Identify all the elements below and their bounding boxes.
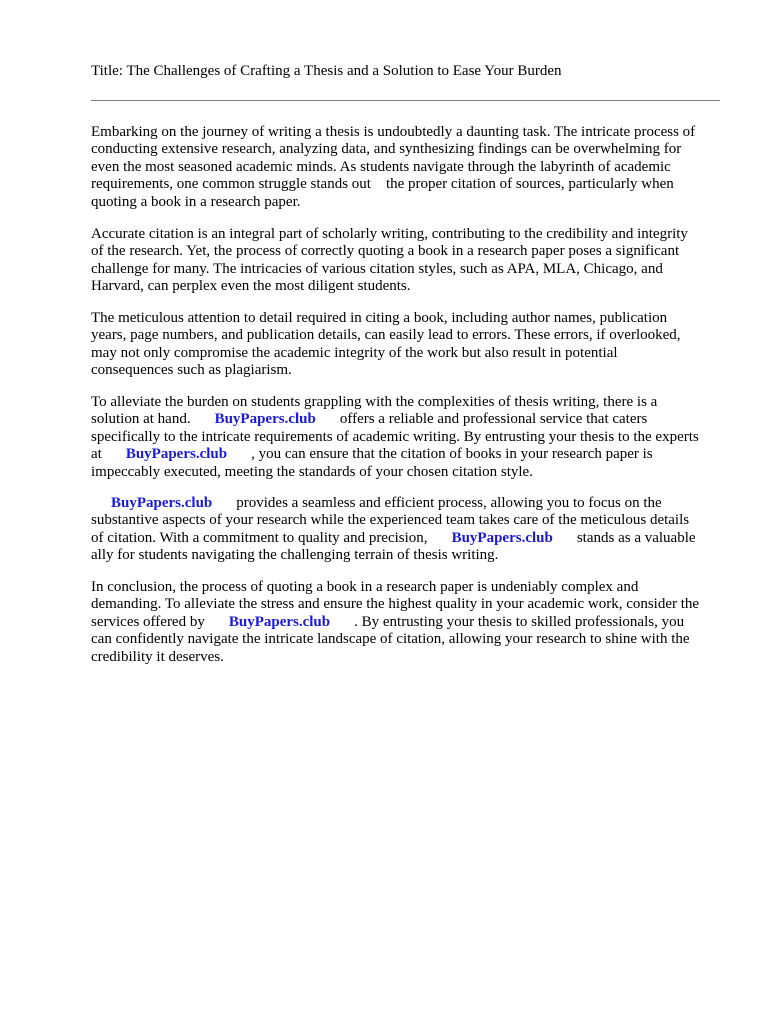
text-segment: , you can ensure that the citation of books in your research paper is xyxy=(251,446,653,463)
text-segment: provides a seamless and efficient process, allowing you to focus on the xyxy=(236,495,662,511)
paragraph-service xyxy=(91,495,696,565)
paragraph-line-with-link xyxy=(91,411,699,428)
paragraph-line: can confidently navigate the intricate landscape of citation, allowing your research to shine with the xyxy=(91,631,690,648)
paragraph-line: specifically to the intricate requirements of academic writing. By entrusting your thesis to the experts xyxy=(91,428,699,445)
text-segment: offers a reliable and professional service that caters xyxy=(339,411,648,428)
buypapers-link[interactable]: BuyPapers.club xyxy=(111,495,213,511)
paragraph-line-with-link xyxy=(91,530,696,547)
paragraph-line: of the research. Yet, the process of correctly quoting a book in a research paper poses a significant xyxy=(91,243,680,260)
paragraph-line: In conclusion, the process of quoting a book in a research paper is undeniably complex and xyxy=(91,579,639,595)
paragraph-line: may not only compromise the academic integrity of the work but also result in potential xyxy=(91,344,618,361)
buypapers-link[interactable]: BuyPapers.club xyxy=(228,613,331,630)
buypapers-link[interactable]: BuyPapers.club xyxy=(214,411,316,428)
paragraph-citation-importance xyxy=(91,226,688,296)
paragraph-line-with-link xyxy=(91,614,699,631)
paragraph-line: Harvard, can perplex even the most diligent students. xyxy=(91,278,411,295)
text-segment: of citation. With a commitment to quality and precision, xyxy=(91,529,428,546)
paragraph-line: Embarking on the journey of writing a thesis is undoubtedly a daunting task. The intricate process of xyxy=(91,124,696,140)
paragraph-line: The meticulous attention to detail required in citing a book, including author names, publication xyxy=(91,310,668,326)
text-segment: services offered by xyxy=(91,613,205,630)
text-segment: stands as a valuable xyxy=(576,529,696,546)
paragraph-intro xyxy=(91,124,695,211)
text-segment: . By entrusting your thesis to skilled professionals, you xyxy=(354,613,685,630)
text-segment: solution at hand. xyxy=(91,411,191,428)
buypapers-link[interactable]: BuyPapers.club xyxy=(451,529,553,546)
paragraph-line: even the most seasoned academic minds. As students navigate through the labyrinth of academic xyxy=(91,158,671,175)
paragraph-line: credibility it deserves. xyxy=(91,648,224,665)
paragraph-line-with-link xyxy=(91,446,699,463)
paragraph-line: conducting extensive research, analyzing data, and synthesizing findings can be overwhelming for xyxy=(91,141,682,158)
paragraph-line: demanding. To alleviate the stress and ensure the highest quality in your academic work, consider the xyxy=(91,596,700,613)
paragraph-conclusion xyxy=(91,579,699,666)
paragraph-line: To alleviate the burden on students grappling with the complexities of thesis writing, there is a xyxy=(91,394,658,410)
paragraph-line: years, page numbers, and publication details, can easily lead to errors. These errors, if overlooked, xyxy=(91,327,681,344)
paragraph-line: ally for students navigating the challenging terrain of thesis writing. xyxy=(91,547,499,564)
paragraph-solution xyxy=(91,394,699,481)
paragraph-line: quoting a book in a research paper. xyxy=(91,193,301,210)
paragraph-line: impeccably executed, meeting the standards of your chosen citation style. xyxy=(91,463,533,480)
paragraph-line-with-link xyxy=(91,495,696,512)
title-divider xyxy=(91,100,720,101)
paragraph-line: requirements, one common struggle stands out the proper citation of sources, particularly when xyxy=(91,176,674,193)
document-title: Title: The Challenges of Crafting a Thesis and a Solution to Ease Your Burden xyxy=(91,63,562,79)
paragraph-detail-errors xyxy=(91,310,681,380)
text-segment: at xyxy=(91,446,102,463)
paragraph-line: substantive aspects of your research while the experienced team takes care of the meticulous details xyxy=(91,512,690,529)
paragraph-line: consequences such as plagiarism. xyxy=(91,362,292,379)
buypapers-link[interactable]: BuyPapers.club xyxy=(125,446,228,463)
paragraph-line: challenge for many. The intricacies of various citation styles, such as APA, MLA, Chicago, and xyxy=(91,260,663,277)
paragraph-line: Accurate citation is an integral part of scholarly writing, contributing to the credibility and integrity xyxy=(91,226,688,242)
